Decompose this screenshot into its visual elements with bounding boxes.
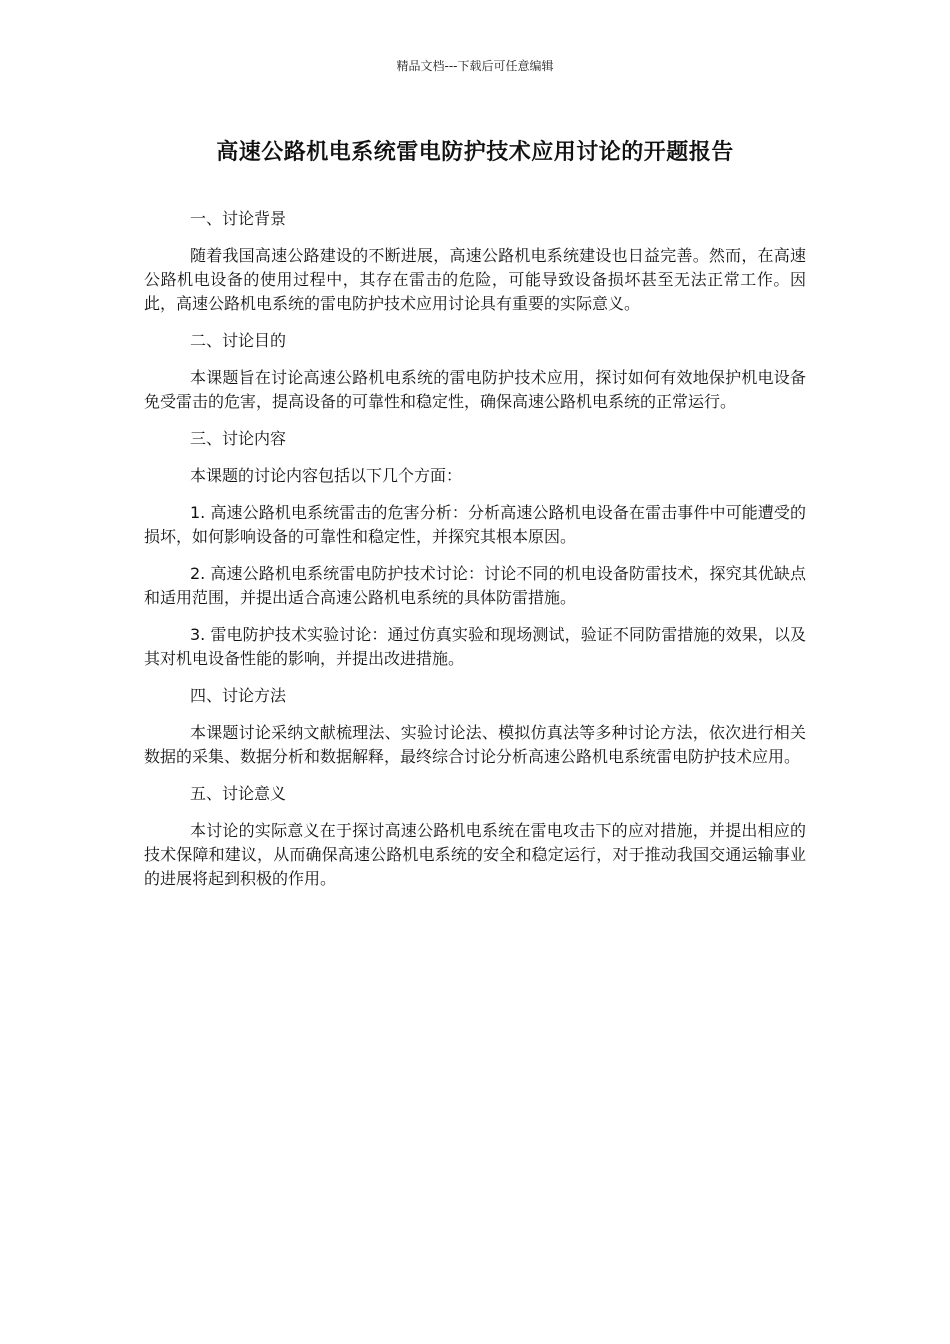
section-heading-method: 四、讨论方法 [190, 686, 287, 705]
section-heading-background: 一、讨论背景 [190, 209, 287, 228]
section-paragraph: 本课题旨在讨论高速公路机电系统的雷电防护技术应用，探讨如何有效地保护机电设备免受雷击的危害，提高设备的可靠性和稳定性，确保高速公路机电系统的正常运行。 [144, 368, 806, 411]
section-paragraph: 本课题的讨论内容包括以下几个方面： [190, 466, 463, 485]
list-item: 2. 高速公路机电系统雷电防护技术讨论：讨论不同的机电设备防雷技术，探究其优缺点和适用范围，并提出适合高速公路机电系统的具体防雷措施。 [144, 564, 806, 607]
section-paragraph: 本讨论的实际意义在于探讨高速公路机电系统在雷电攻击下的应对措施，并提出相应的技术保障和建议，从而确保高速公路机电系统的安全和稳定运行，对于推动我国交通运输事业的进展将起到积极的作用。 [144, 821, 806, 888]
page-header-watermark: 精品文档---下载后可任意编辑 [396, 59, 554, 73]
document-body [144, 207, 806, 904]
section-heading-purpose: 二、讨论目的 [190, 331, 287, 350]
section-heading-significance: 五、讨论意义 [190, 784, 287, 803]
document-title: 高速公路机电系统雷电防护技术应用讨论的开题报告 [216, 140, 734, 165]
section-paragraph: 本课题讨论采纳文献梳理法、实验讨论法、模拟仿真法等多种讨论方法，依次进行相关数据的采集、数据分析和数据解释，最终综合讨论分析高速公路机电系统雷电防护技术应用。 [144, 723, 806, 766]
section-paragraph: 随着我国高速公路建设的不断进展，高速公路机电系统建设也日益完善。然而，在高速公路机电设备的使用过程中，其存在雷击的危险，可能导致设备损坏甚至无法正常工作。因此，高速公路机电系统的雷电防护技术应用讨论具有重要的实际意义。 [144, 246, 806, 313]
list-item: 3. 雷电防护技术实验讨论：通过仿真实验和现场测试，验证不同防雷措施的效果，以及其对机电设备性能的影响，并提出改进措施。 [144, 625, 806, 668]
section-heading-content: 三、讨论内容 [190, 429, 287, 448]
list-item: 1. 高速公路机电系统雷击的危害分析：分析高速公路机电设备在雷击事件中可能遭受的损坏，如何影响设备的可靠性和稳定性，并探究其根本原因。 [144, 503, 806, 546]
